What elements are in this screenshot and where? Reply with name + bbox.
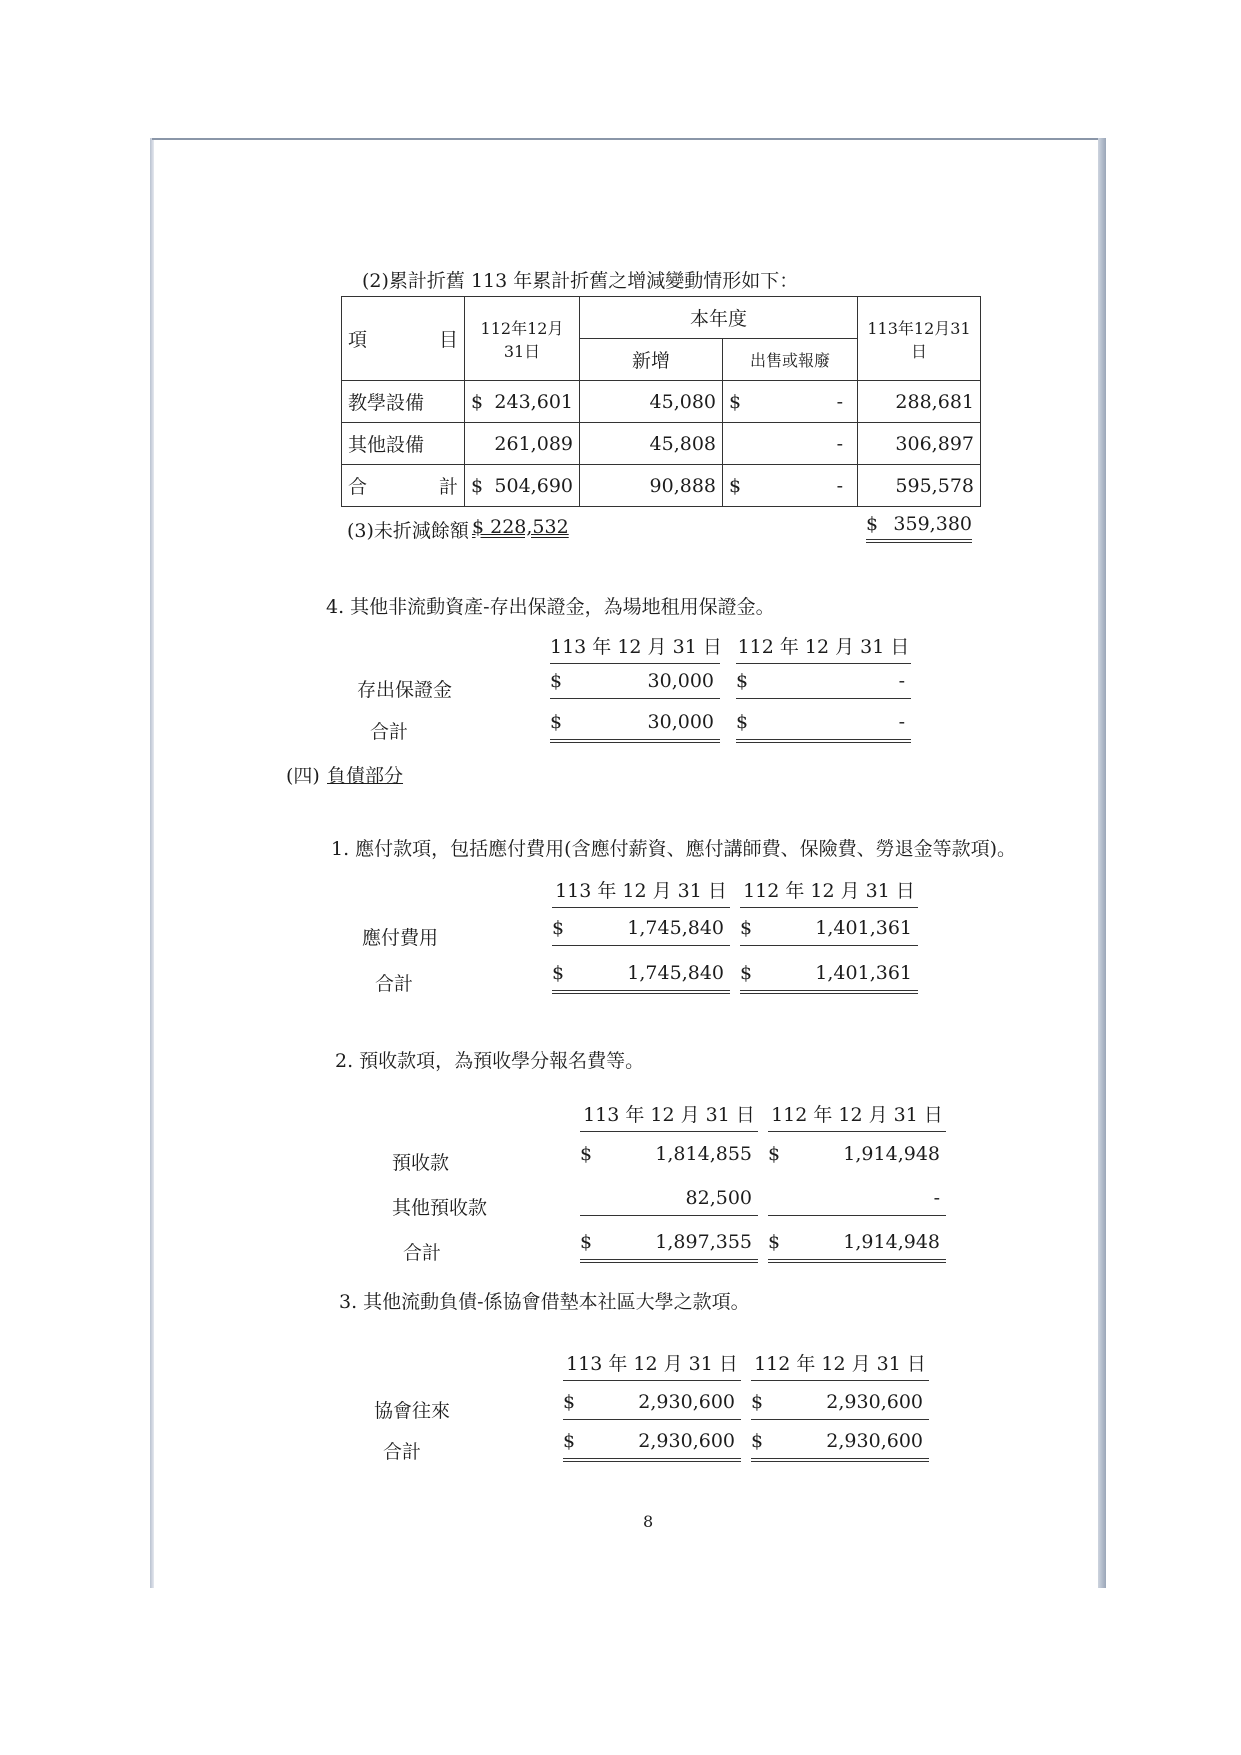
net-book-value-end: $ 359,380 (866, 513, 972, 543)
section-4-title: 4. 其他非流動資產-存出保證金，為場地租用保證金。 (326, 596, 775, 618)
depreciation-table (341, 296, 981, 507)
item1-row1-v1: $ 1,745,840 (552, 917, 730, 946)
scan-page-right-edge (1098, 138, 1106, 1588)
item2-row1-v2: $ 1,914,948 (768, 1143, 940, 1165)
section-4-total-v1: $ 30,000 (550, 711, 720, 743)
header-item: 項 目 (342, 297, 465, 381)
row-label: 應付費用 (362, 927, 439, 949)
item1-total-v2: $ 1,401,361 (740, 962, 918, 994)
header-disposed: 出售或報廢 (723, 339, 858, 381)
item1-col1: 113 年 12 月 31 日 (552, 876, 730, 908)
section-4-row1-v1: $ 30,000 (550, 670, 720, 699)
item2-row2-v2: - (768, 1187, 946, 1216)
item1-row1-v2: $ 1,401,361 (740, 917, 918, 946)
header-current-year: 本年度 (580, 297, 858, 339)
table-row-total: 合 計 $ 504,690 90,888 $ - 595,578 (342, 465, 981, 507)
row-label: 預收款 (392, 1152, 450, 1174)
section-4-total-v2: $ - (736, 711, 911, 743)
item2-title: 2. 預收款項，為預收學分報名費等。 (335, 1050, 645, 1072)
item3-row1-v2: $ 2,930,600 (751, 1391, 929, 1420)
item2-col2: 112 年 12 月 31 日 (768, 1100, 946, 1132)
table-row: 教學設備 $ 243,601 45,080 $ - 288,681 (342, 381, 981, 423)
row-label: 協會往來 (374, 1400, 451, 1422)
header-added: 新增 (580, 339, 723, 381)
item1-total-v1: $ 1,745,840 (552, 962, 730, 994)
item3-title: 3. 其他流動負債-係協會借墊本社區大學之款項。 (339, 1291, 750, 1313)
item3-total-v2: $ 2,930,600 (751, 1430, 929, 1462)
liabilities-heading: 負債部分 (327, 765, 404, 787)
header-prev-date: 112年12月31日 (465, 297, 580, 381)
section-4-col1: 113 年 12 月 31 日 (550, 632, 720, 664)
item2-total-v1: $ 1,897,355 (580, 1231, 758, 1263)
item3-col1: 113 年 12 月 31 日 (563, 1349, 741, 1381)
item3-total-v1: $ 2,930,600 (563, 1430, 741, 1462)
net-book-value-label: (3)未折減餘額 (347, 520, 469, 542)
item1-col2: 112 年 12 月 31 日 (740, 876, 918, 908)
section-4-row1-v2: $ - (736, 670, 911, 699)
item2-row1-v1: $ 1,814,855 (580, 1143, 752, 1165)
item2-col1: 113 年 12 月 31 日 (580, 1100, 758, 1132)
item2-row2-v1: 82,500 (580, 1187, 758, 1216)
row-label-total: 合計 (370, 721, 409, 743)
liabilities-heading-num: (四) (286, 765, 320, 787)
item3-row1-v1: $ 2,930,600 (563, 1391, 741, 1420)
header-end-date: 113年12月31日 (858, 297, 981, 381)
row-label-total: 合計 (403, 1242, 442, 1264)
item1-title: 1. 應付款項，包括應付費用(含應付薪資、應付講師費、保險費、勞退金等款項)。 (331, 838, 1016, 860)
row-label-total: 合計 (375, 973, 414, 995)
page-number: 8 (643, 1512, 654, 1531)
net-book-value-prev: $ 228,532 (472, 516, 569, 538)
section-4-col2: 112 年 12 月 31 日 (736, 632, 911, 664)
row-label: 其他預收款 (392, 1197, 488, 1219)
table-row: 其他設備 261,089 45,808 - 306,897 (342, 423, 981, 465)
row-label: 存出保證金 (357, 679, 453, 701)
item2-total-v2: $ 1,914,948 (768, 1231, 946, 1263)
row-label-total: 合計 (383, 1441, 422, 1463)
item3-col2: 112 年 12 月 31 日 (751, 1349, 929, 1381)
section-2-title: (2)累計折舊 113 年累計折舊之增減變動情形如下： (362, 270, 799, 292)
